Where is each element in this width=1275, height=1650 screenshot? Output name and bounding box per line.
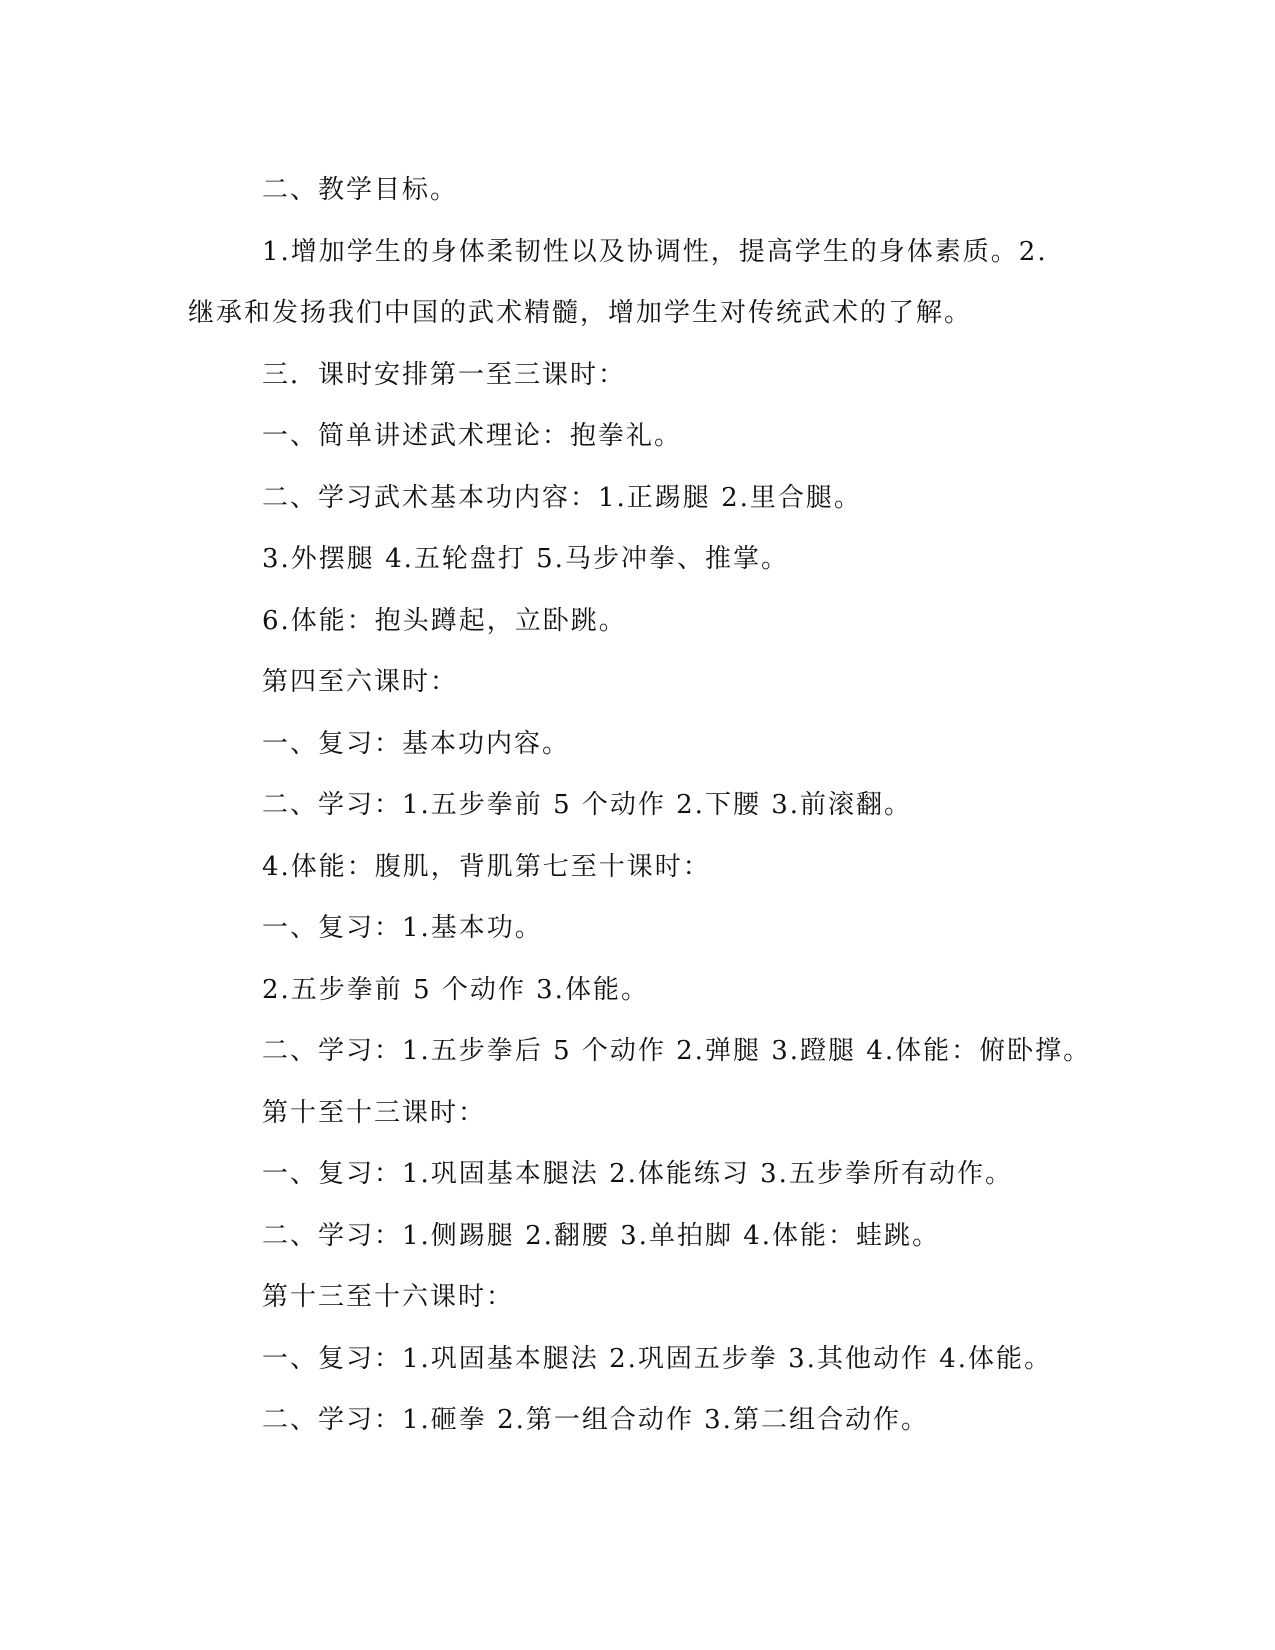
teaching-goals-text: 1.增加学生的身体柔韧性以及协调性，提高学生的身体素质。2.继承和发扬我们中国的武术精髓，增加学生对传统武术的了解。 (188, 236, 1048, 328)
schedule-line: 3.外摆腿 4.五轮盘打 5.马步冲拳、推掌。 (262, 544, 789, 574)
schedule-line: 2.五步拳前 5 个动作 3.体能。 (262, 974, 649, 1005)
schedule-line: 二、学习武术基本功内容：1.正踢腿 2.里合腿。 (262, 482, 862, 513)
section-heading-teaching-goals: 二、教学目标。 (262, 175, 459, 205)
lesson-heading: 第十至十三课时： (262, 1097, 487, 1128)
lesson-heading: 第四至六课时： (262, 667, 459, 697)
schedule-line: 一、复习：基本功内容。 (262, 728, 571, 759)
schedule-line: 二、学习：1.侧踢腿 2.翻腰 3.单拍脚 4.体能：蛙跳。 (262, 1220, 941, 1251)
schedule-line: 一、复习：1.基本功。 (262, 913, 543, 943)
section-heading-schedule: 三．课时安排第一至三课时： (262, 359, 627, 390)
schedule-line: 4.体能：腹肌，背肌第七至十课时： (262, 851, 711, 882)
schedule-line: 一、复习：1.巩固基本腿法 2.体能练习 3.五步拳所有动作。 (262, 1159, 1013, 1189)
schedule-line: 二、学习：1.五步拳后 5 个动作 2.弹腿 3.蹬腿 4.体能：俯卧撑。 (262, 1036, 1092, 1066)
schedule-line: 二、学习：1.砸拳 2.第一组合动作 3.第二组合动作。 (262, 1405, 929, 1435)
schedule-line: 一、复习：1.巩固基本腿法 2.巩固五步拳 3.其他动作 4.体能。 (262, 1343, 1053, 1374)
document-body (188, 160, 1092, 1452)
schedule-line: 一、简单讲述武术理论：抱拳礼。 (262, 421, 683, 451)
schedule-line: 6.体能：抱头蹲起，立卧跳。 (262, 605, 627, 636)
schedule-line: 二、学习：1.五步拳前 5 个动作 2.下腰 3.前滚翻。 (262, 790, 913, 820)
lesson-heading: 第十三至十六课时： (262, 1282, 515, 1312)
